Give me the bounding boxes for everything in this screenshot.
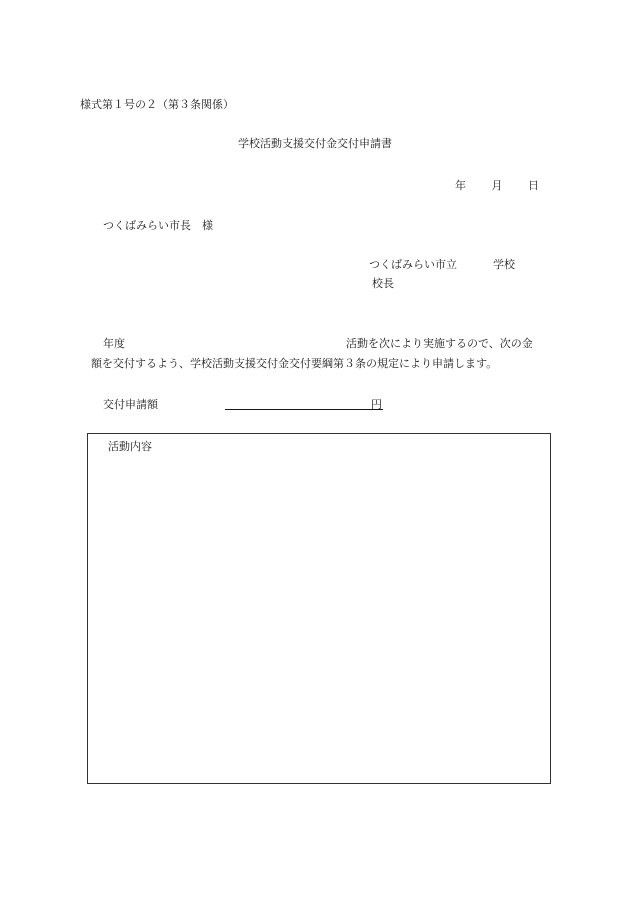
school-prefix: つくばみらい市立 (369, 258, 457, 271)
body-text-line2: 額を交付するよう、学校活動支援交付金交付要綱第３条の規定により申請します。 (91, 357, 498, 370)
date-year-label: 年 (455, 179, 466, 192)
amount-label: 交付申請額 (103, 398, 158, 411)
school-suffix: 学校 (493, 258, 515, 271)
addressee: つくばみらい市長 様 (103, 219, 213, 232)
applicant-school (369, 258, 515, 272)
form-number: 様式第１号の２（第３条関係） (80, 98, 234, 111)
date-month-label: 月 (491, 179, 503, 192)
activity-label: 活動内容 (108, 440, 152, 453)
document-title: 学校活動支援交付金交付申請書 (238, 137, 392, 150)
applicant-principal: 校長 (372, 277, 394, 290)
activity-content-box (87, 433, 551, 784)
date-line (455, 179, 539, 193)
amount-underline (225, 409, 383, 410)
body-text-line1: 活動を次により実施するので、次の金 (346, 337, 533, 350)
amount-unit: 円 (371, 398, 382, 411)
date-day-label: 日 (528, 179, 539, 192)
body-text-fiscal-year: 年度 (103, 337, 125, 350)
